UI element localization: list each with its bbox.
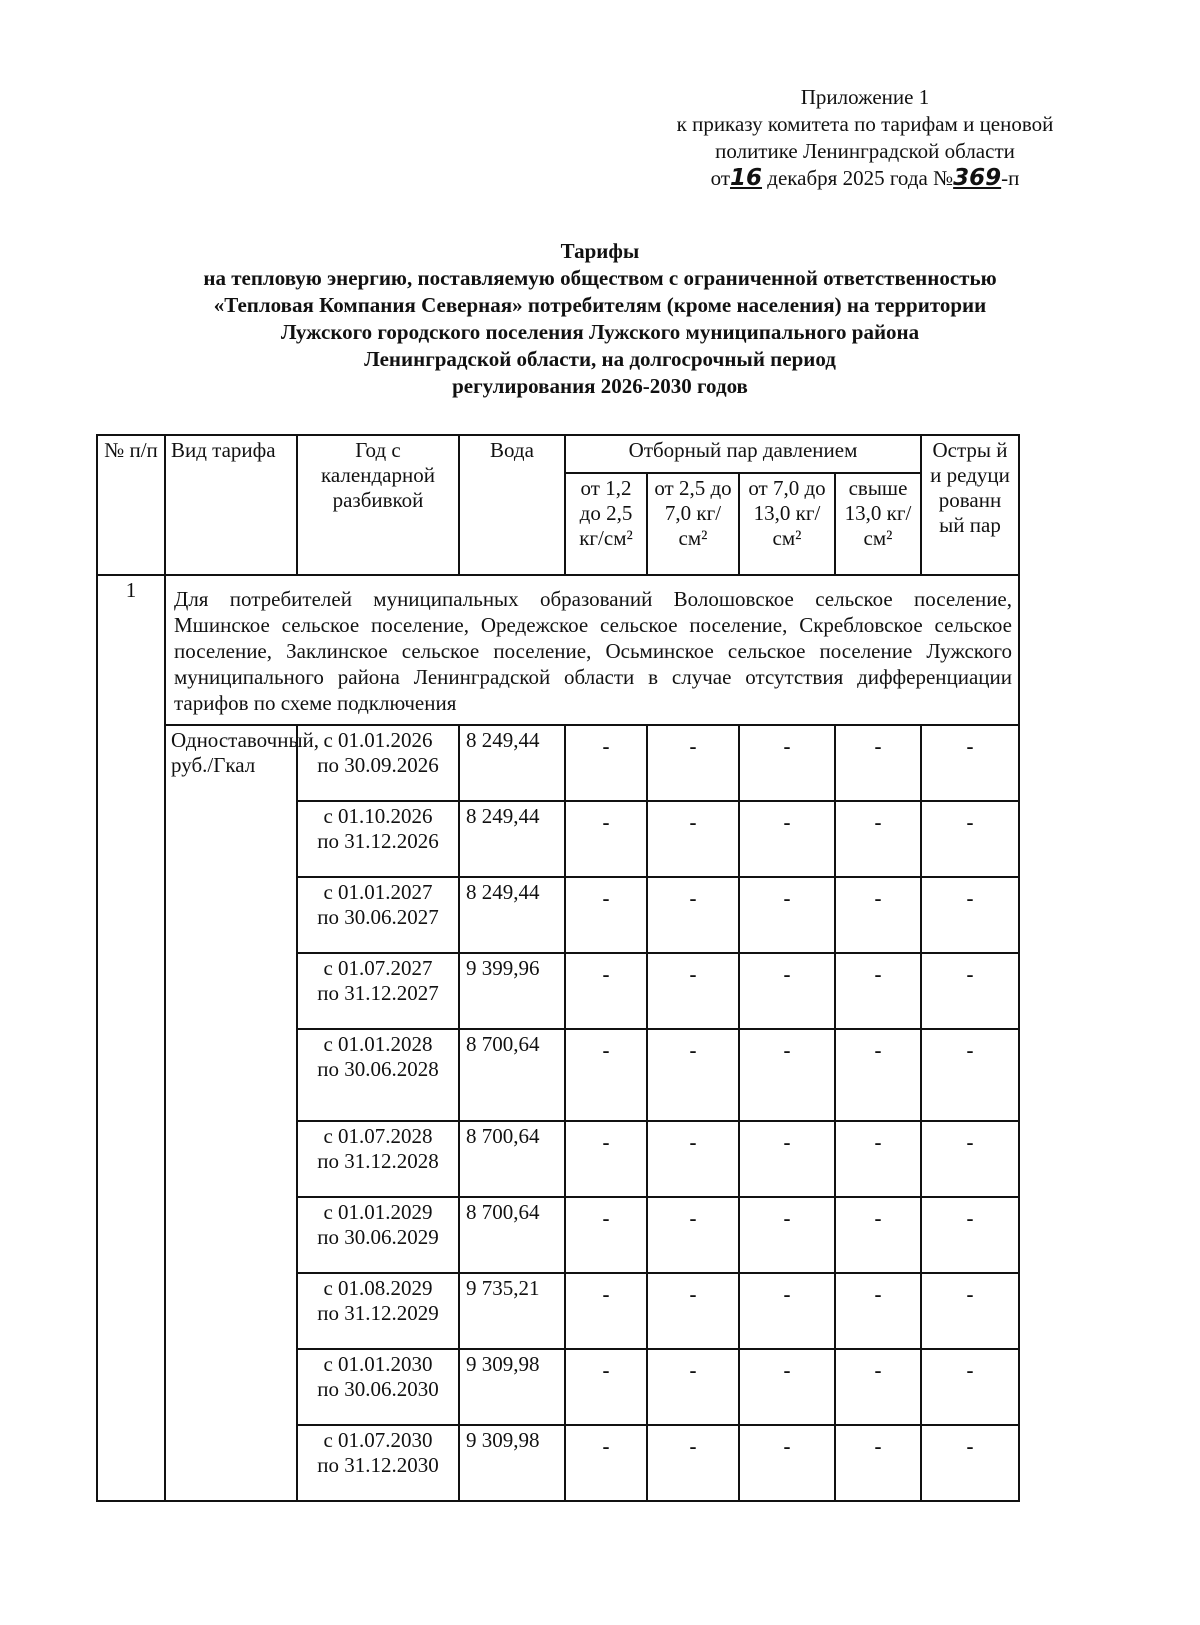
period-from: с 01.01.2027 bbox=[323, 880, 433, 904]
period-from: с 01.10.2026 bbox=[323, 804, 433, 828]
steam-1-value: - bbox=[565, 1197, 647, 1273]
period-cell bbox=[297, 877, 459, 953]
period-cell bbox=[297, 1197, 459, 1273]
period-to: по 31.12.2029 bbox=[317, 1301, 439, 1325]
date-prefix: от bbox=[710, 166, 731, 190]
water-value: 8 700,64 bbox=[459, 1197, 565, 1273]
steam-2-value: - bbox=[647, 1029, 739, 1121]
water-value: 8 249,44 bbox=[459, 801, 565, 877]
sharp-steam-value: - bbox=[921, 1349, 1019, 1425]
period-cell bbox=[297, 1349, 459, 1425]
steam-1-value: - bbox=[565, 725, 647, 801]
steam-1-value: - bbox=[565, 1121, 647, 1197]
title-line-1: Тарифы bbox=[560, 239, 640, 263]
table-row bbox=[97, 725, 1019, 801]
water-value: 9 309,98 bbox=[459, 1425, 565, 1501]
period-cell bbox=[297, 1029, 459, 1121]
steam-4-value: - bbox=[835, 953, 921, 1029]
sharp-steam-value: - bbox=[921, 953, 1019, 1029]
steam-1-value: - bbox=[565, 1273, 647, 1349]
period-from: с 01.01.2026 bbox=[323, 728, 433, 752]
header-sharp-steam: Остры й и редуци рованн ый пар bbox=[921, 435, 1019, 575]
steam-1-value: - bbox=[565, 877, 647, 953]
steam-1-value: - bbox=[565, 1425, 647, 1501]
water-value: 9 399,96 bbox=[459, 953, 565, 1029]
title-line-4: Лужского городского поселения Лужского муниципального района bbox=[280, 320, 920, 344]
steam-2-value: - bbox=[647, 801, 739, 877]
water-value: 9 309,98 bbox=[459, 1349, 565, 1425]
steam-2-value: - bbox=[647, 1349, 739, 1425]
steam-3-value: - bbox=[739, 1349, 835, 1425]
section-num: 1 bbox=[97, 575, 165, 1501]
annex-line-1: Приложение 1 bbox=[800, 85, 930, 109]
header-row-1 bbox=[97, 435, 1019, 473]
steam-1-value: - bbox=[565, 801, 647, 877]
annex-date-line bbox=[600, 165, 1130, 192]
water-value: 9 735,21 bbox=[459, 1273, 565, 1349]
steam-3-value: - bbox=[739, 1425, 835, 1501]
period-cell bbox=[297, 725, 459, 801]
steam-3-value: - bbox=[739, 725, 835, 801]
period-to: по 31.12.2030 bbox=[317, 1453, 439, 1477]
tariff-table bbox=[96, 434, 1020, 1502]
sharp-steam-value: - bbox=[921, 877, 1019, 953]
period-to: по 31.12.2028 bbox=[317, 1149, 439, 1173]
steam-3-value: - bbox=[739, 801, 835, 877]
steam-3-value: - bbox=[739, 877, 835, 953]
section-row bbox=[97, 575, 1019, 725]
steam-4-value: - bbox=[835, 725, 921, 801]
steam-2-value: - bbox=[647, 1425, 739, 1501]
period-cell bbox=[297, 1273, 459, 1349]
period-from: с 01.07.2030 bbox=[323, 1428, 433, 1452]
period-to: по 30.09.2026 bbox=[317, 753, 439, 777]
sharp-steam-value: - bbox=[921, 1273, 1019, 1349]
sharp-steam-value: - bbox=[921, 1121, 1019, 1197]
steam-3-value: - bbox=[739, 953, 835, 1029]
period-to: по 30.06.2028 bbox=[317, 1057, 439, 1081]
water-value: 8 700,64 bbox=[459, 1029, 565, 1121]
period-cell bbox=[297, 1425, 459, 1501]
sharp-steam-value: - bbox=[921, 1029, 1019, 1121]
steam-2-value: - bbox=[647, 1273, 739, 1349]
water-value: 8 249,44 bbox=[459, 725, 565, 801]
period-cell bbox=[297, 953, 459, 1029]
header-steam-group: Отборный пар давлением bbox=[565, 435, 921, 473]
period-to: по 30.06.2029 bbox=[317, 1225, 439, 1249]
water-value: 8 249,44 bbox=[459, 877, 565, 953]
sharp-steam-value: - bbox=[921, 1197, 1019, 1273]
steam-2-value: - bbox=[647, 953, 739, 1029]
steam-2-value: - bbox=[647, 877, 739, 953]
steam-1-value: - bbox=[565, 1349, 647, 1425]
steam-4-value: - bbox=[835, 801, 921, 877]
title-line-5: Ленинградской области, на долгосрочный период bbox=[364, 347, 836, 371]
period-to: по 30.06.2027 bbox=[317, 905, 439, 929]
handwritten-number: 369 bbox=[953, 165, 1002, 191]
header-steam-1: от 1,2 до 2,5 кг/см² bbox=[565, 473, 647, 575]
sharp-steam-value: - bbox=[921, 725, 1019, 801]
steam-4-value: - bbox=[835, 1349, 921, 1425]
period-cell bbox=[297, 1121, 459, 1197]
annex-line-2: к приказу комитета по тарифам и ценовой bbox=[676, 112, 1054, 136]
sharp-steam-value: - bbox=[921, 1425, 1019, 1501]
number-suffix: -п bbox=[1001, 166, 1020, 190]
annex-line-3: политике Ленинградской области bbox=[715, 139, 1015, 163]
period-from: с 01.01.2028 bbox=[323, 1032, 433, 1056]
period-to: по 31.12.2027 bbox=[317, 981, 439, 1005]
header-steam-4: свыше 13,0 кг/см² bbox=[835, 473, 921, 575]
steam-3-value: - bbox=[739, 1197, 835, 1273]
steam-1-value: - bbox=[565, 953, 647, 1029]
period-from: с 01.07.2028 bbox=[323, 1124, 433, 1148]
steam-4-value: - bbox=[835, 1197, 921, 1273]
handwritten-day: 16 bbox=[730, 165, 763, 191]
steam-2-value: - bbox=[647, 725, 739, 801]
steam-3-value: - bbox=[739, 1273, 835, 1349]
period-from: с 01.07.2027 bbox=[323, 956, 433, 980]
header-year: Год с календарной разбивкой bbox=[297, 435, 459, 575]
header-steam-2: от 2,5 до 7,0 кг/см² bbox=[647, 473, 739, 575]
steam-4-value: - bbox=[835, 1273, 921, 1349]
document-title bbox=[120, 238, 1080, 400]
period-to: по 30.06.2030 bbox=[317, 1377, 439, 1401]
section-description: Для потребителей муниципальных образований Волошовское сельское поселение, Мшинское сельское поселение, Оредежское сельское поселение, Скребловское сельское поселение, Заклинское сельское поселение, Осьминское сельское поселение Лужского муниципального района Ленинградской области в случае отсутствия дифференциации тарифов по схеме подключения bbox=[165, 575, 1019, 725]
steam-4-value: - bbox=[835, 1121, 921, 1197]
steam-3-value: - bbox=[739, 1029, 835, 1121]
sharp-steam-value: - bbox=[921, 801, 1019, 877]
annex-block bbox=[600, 84, 1130, 192]
steam-2-value: - bbox=[647, 1197, 739, 1273]
header-water: Вода bbox=[459, 435, 565, 575]
tariff-type-cell: Одноставочный, руб./Гкал bbox=[165, 725, 297, 1501]
period-to: по 31.12.2026 bbox=[317, 829, 439, 853]
steam-1-value: - bbox=[565, 1029, 647, 1121]
header-tariff-type: Вид тарифа bbox=[165, 435, 297, 575]
header-steam-3: от 7,0 до 13,0 кг/см² bbox=[739, 473, 835, 575]
period-from: с 01.01.2029 bbox=[323, 1200, 433, 1224]
period-from: с 01.08.2029 bbox=[323, 1276, 433, 1300]
period-cell bbox=[297, 801, 459, 877]
steam-2-value: - bbox=[647, 1121, 739, 1197]
header-num: № п/п bbox=[97, 435, 165, 575]
steam-4-value: - bbox=[835, 877, 921, 953]
title-line-6: регулирования 2026-2030 годов bbox=[452, 374, 748, 398]
steam-4-value: - bbox=[835, 1029, 921, 1121]
title-line-3: «Тепловая Компания Северная» потребителям (кроме населения) на территории bbox=[213, 293, 987, 317]
steam-3-value: - bbox=[739, 1121, 835, 1197]
title-line-2: на тепловую энергию, поставляемую обществом с ограниченной ответственностью bbox=[203, 266, 997, 290]
water-value: 8 700,64 bbox=[459, 1121, 565, 1197]
steam-4-value: - bbox=[835, 1425, 921, 1501]
date-middle: декабря 2025 года № bbox=[767, 166, 954, 190]
period-from: с 01.01.2030 bbox=[323, 1352, 433, 1376]
